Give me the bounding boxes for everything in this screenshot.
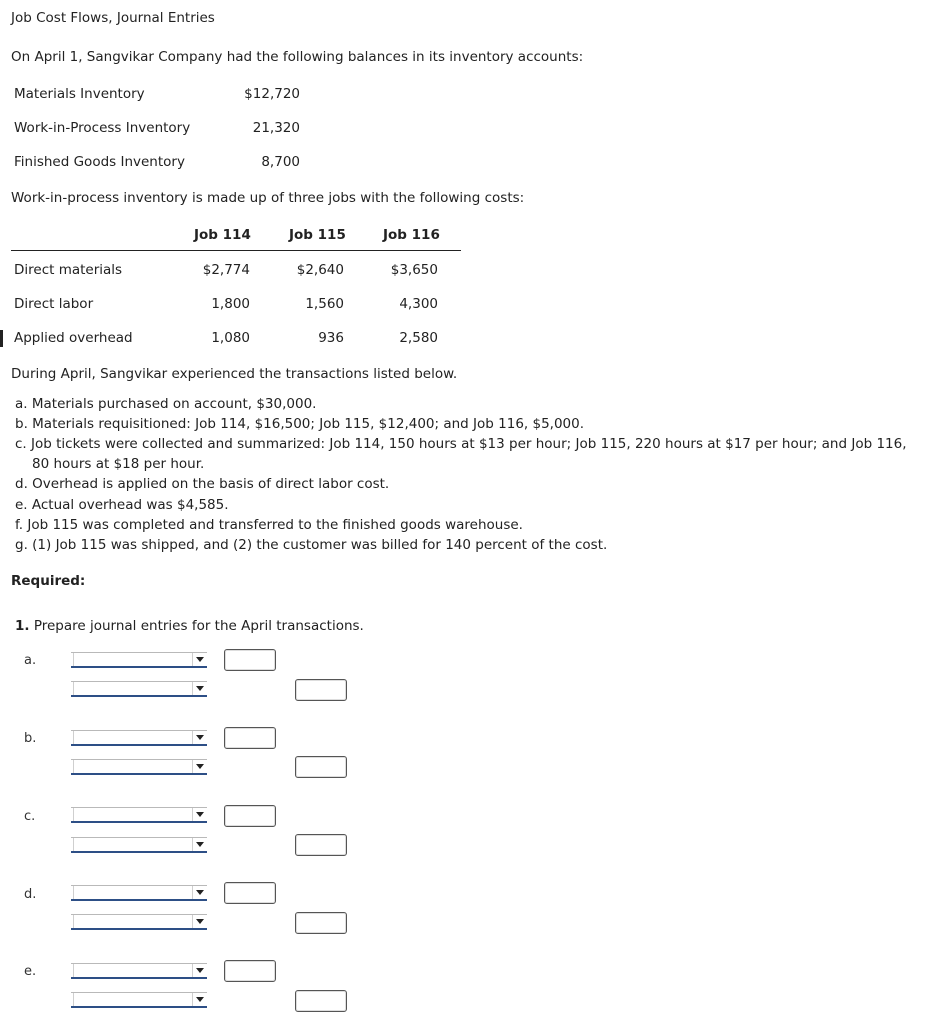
debit-amount-input-b[interactable] [224,727,276,749]
account-select-credit-c[interactable] [71,837,207,853]
transaction-c-continued: 80 hours at $18 per hour. [32,456,205,472]
account-select-debit-d[interactable] [71,885,207,901]
chevron-down-icon [196,919,204,924]
transactions-intro: During April, Sangvikar experienced the transactions listed below. [11,366,458,382]
chevron-down-icon [196,890,204,895]
entry-label-c: c. [24,809,36,824]
account-select-credit-e[interactable] [71,992,207,1008]
table-cell: 1,560 [305,296,344,312]
debit-amount-input-c[interactable] [224,805,276,827]
balance-value-materials: $12,720 [244,86,300,102]
account-select-credit-d[interactable] [71,914,207,930]
account-select-debit-c[interactable] [71,807,207,823]
table-row-label: Applied overhead [14,330,133,346]
question-number: 1. [15,618,30,634]
account-select-credit-b[interactable] [71,759,207,775]
entry-label-b: b. [24,731,37,746]
balance-value-wip: 21,320 [252,120,300,136]
chevron-down-icon [196,968,204,973]
table-cell: 1,080 [211,330,250,346]
table-cell: 4,300 [399,296,438,312]
account-select-credit-a[interactable] [71,681,207,697]
chevron-down-icon [196,842,204,847]
credit-amount-input-e[interactable] [295,990,347,1012]
table-cell: 1,800 [211,296,250,312]
transaction-a: a. Materials purchased on account, $30,000. [15,396,317,412]
credit-amount-input-a[interactable] [295,679,347,701]
entry-label-d: d. [24,887,37,902]
debit-amount-input-a[interactable] [224,649,276,671]
entry-label-a: a. [24,653,37,668]
transaction-f: f. Job 115 was completed and transferred to the finished goods warehouse. [15,517,523,533]
table-cell: $3,650 [390,262,438,278]
credit-amount-input-c[interactable] [295,834,347,856]
chevron-down-icon [196,997,204,1002]
account-select-debit-e[interactable] [71,963,207,979]
transaction-d: d. Overhead is applied on the basis of direct labor cost. [15,476,390,492]
page-title: Job Cost Flows, Journal Entries [11,10,215,26]
chevron-down-icon [196,657,204,662]
credit-amount-input-b[interactable] [295,756,347,778]
table-cell: $2,640 [296,262,344,278]
table-row-label: Direct materials [14,262,123,278]
transaction-c: c. Job tickets were collected and summarized: Job 114, 150 hours at $13 per hour; Job 115, 220 hours at $17 per hour; and Job 116, [15,436,907,452]
question-text: Prepare journal entries for the April transactions. [29,618,364,634]
balance-value-finished: 8,700 [261,154,300,170]
table-header-job-116: Job 116 [383,227,440,243]
table-header-job-115: Job 115 [289,227,346,243]
transaction-e: e. Actual overhead was $4,585. [15,497,229,513]
required-heading: Required: [11,573,86,589]
table-header-job-114: Job 114 [194,227,251,243]
account-select-debit-b[interactable] [71,730,207,746]
table-cell: 936 [318,330,344,346]
credit-amount-input-d[interactable] [295,912,347,934]
chevron-down-icon [196,764,204,769]
left-edge-marker [0,330,3,347]
balance-label-materials: Materials Inventory [14,86,145,102]
transaction-b: b. Materials requisitioned: Job 114, $16,500; Job 115, $12,400; and Job 116, $5,000. [15,416,585,432]
table-cell: $2,774 [202,262,250,278]
table-row-label: Direct labor [14,296,94,312]
chevron-down-icon [196,812,204,817]
transaction-g: g. (1) Job 115 was shipped, and (2) the customer was billed for 140 percent of the cost. [15,537,608,553]
chevron-down-icon [196,735,204,740]
table-cell: 2,580 [399,330,438,346]
chevron-down-icon [196,686,204,691]
table-header-rule [11,250,461,251]
balance-label-finished: Finished Goods Inventory [14,154,185,170]
account-select-debit-a[interactable] [71,652,207,668]
balance-label-wip: Work-in-Process Inventory [14,120,191,136]
debit-amount-input-e[interactable] [224,960,276,982]
wip-intro-text: Work-in-process inventory is made up of three jobs with the following costs: [11,190,525,206]
entry-label-e: e. [24,964,37,979]
debit-amount-input-d[interactable] [224,882,276,904]
question-1 [15,618,364,634]
intro-text: On April 1, Sangvikar Company had the following balances in its inventory accounts: [11,49,584,65]
